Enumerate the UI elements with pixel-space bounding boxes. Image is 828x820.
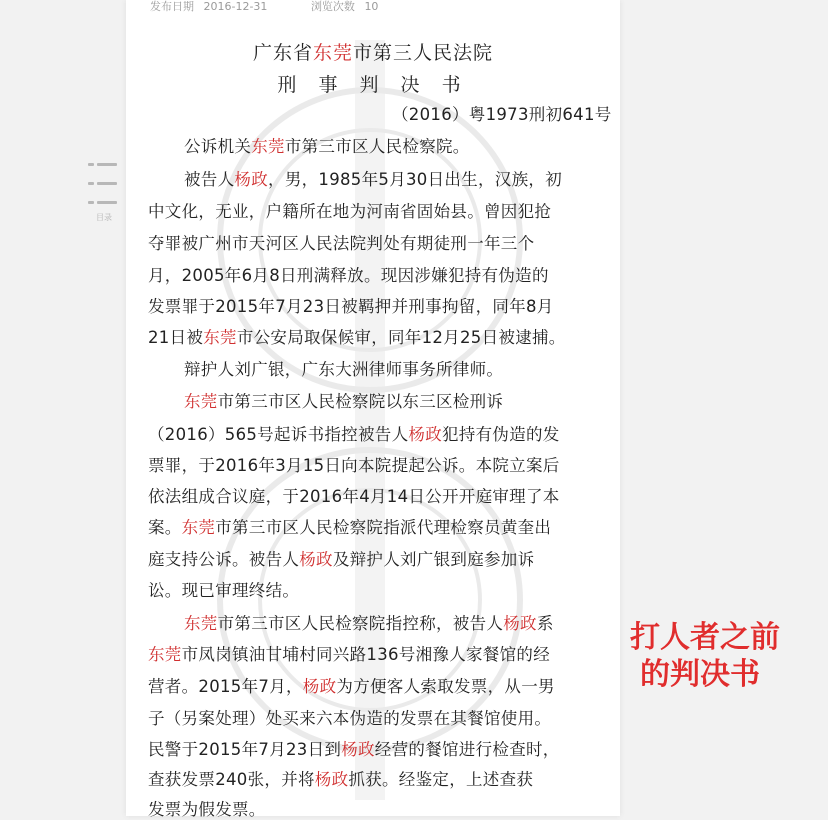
line-text: 夺罪被广州市天河区人民法院判处有期徒刑一年三个 — [148, 234, 535, 253]
highlight-term: 东莞 — [181, 518, 216, 537]
line-text: 辩护人刘广银，广东大洲律师事务所律师。 — [184, 360, 504, 379]
body-line — [148, 740, 560, 760]
annotation-caption-line2: 的判决书 — [640, 657, 760, 692]
body-line — [148, 328, 566, 348]
line-text: 市凤岗镇油甘埔村同兴路136号湘豫人家餐馆的经 — [181, 645, 551, 664]
line-text: 市第三市区人民检察院指派代理检察员黄奎出 — [215, 518, 552, 537]
court-name: 广东省东莞市第三人民法院 — [252, 42, 494, 64]
highlight-term: 杨政 — [302, 677, 337, 696]
line-text: 月，2005年6月8日刑满释放。现因涉嫌犯持有伪造的 — [148, 266, 549, 285]
view-count: 10 — [364, 0, 379, 13]
line-text: 查获发票240张，并将 — [148, 770, 315, 789]
line-text: 营者。2015年7月， — [148, 677, 303, 696]
line-text: 市第三市区人民检察院。 — [284, 137, 470, 156]
body-line — [148, 581, 299, 601]
body-line — [148, 425, 560, 445]
highlight-term: 东莞 — [184, 392, 218, 411]
body-line — [148, 709, 551, 729]
body-line — [148, 518, 551, 538]
table-of-contents-label: 目录 — [96, 213, 112, 222]
body-line — [148, 266, 549, 286]
body-line — [148, 770, 533, 790]
line-text: 讼。现已审理终结。 — [148, 581, 300, 600]
line-text: 中文化，无业，户籍所在地为河南省固始县。曾因犯抢 — [148, 202, 552, 221]
line-text: 子（另案处理）处买来六本伪造的发票在其餐馆使用。 — [148, 709, 552, 728]
highlight-term: 东莞 — [203, 328, 237, 347]
body-line — [148, 234, 534, 254]
document-type-title: 刑 事 判 决 书 — [277, 74, 469, 96]
body-line — [148, 297, 554, 317]
highlight-term: 东莞 — [184, 614, 218, 633]
line-text: 民警于2015年7月23日到 — [148, 740, 342, 759]
body-line — [148, 487, 560, 507]
highlight-term: 杨政 — [341, 740, 375, 759]
line-text: 市公安局取保候审，同年12月25日被逮捕。 — [236, 328, 566, 347]
line-text: 经营的餐馆进行检查时， — [374, 740, 560, 759]
line-text: 被告人 — [184, 170, 235, 189]
line-text: 抓获。经鉴定，上述查获 — [348, 770, 534, 789]
view-count-label: 浏览次数 — [310, 0, 355, 13]
body-line — [148, 800, 266, 820]
body-line — [184, 137, 470, 157]
body-line — [148, 456, 560, 476]
publish-date: 2016-12-31 — [203, 0, 268, 13]
line-text: 案。 — [148, 518, 182, 537]
highlight-term: 杨政 — [299, 550, 333, 569]
table-of-contents-icon[interactable] — [88, 157, 120, 222]
case-number: （2016）粤1973刑初641号 — [392, 105, 612, 124]
highlight-term: 东莞 — [312, 42, 353, 64]
line-text: 及辩护人刘广银到庭参加诉 — [332, 550, 535, 569]
line-text: 21日被 — [148, 328, 204, 347]
line-text: 公诉机关 — [184, 137, 252, 156]
line-text: （2016）565号起诉书指控被告人 — [148, 425, 409, 444]
line-text: 市第三市区人民检察院以东三区检刑诉 — [217, 392, 504, 411]
body-line — [184, 392, 503, 412]
publish-date-label: 发布日期 — [150, 0, 194, 13]
body-line — [148, 550, 534, 570]
line-text: 系 — [536, 614, 554, 633]
highlight-term: 杨政 — [314, 770, 349, 789]
highlight-term: 东莞 — [251, 137, 285, 156]
body-line — [184, 170, 562, 190]
annotation-caption-line1: 打人者之前 — [630, 620, 780, 655]
line-text: 发票为假发票。 — [148, 800, 266, 819]
highlight-term: 杨政 — [503, 614, 537, 633]
line-text: 依法组成合议庭，于2016年4月14日公开开庭审理了本 — [148, 487, 560, 506]
line-text: 市第三市区人民检察院指控称，被告人 — [217, 614, 504, 633]
line-text: 犯持有伪造的发 — [442, 425, 560, 444]
body-line — [148, 645, 550, 665]
line-text: 庭支持公诉。被告人 — [148, 550, 300, 569]
line-text: 为方便客人索取发票，从一男 — [336, 677, 555, 696]
highlight-term: 杨政 — [234, 170, 269, 189]
highlight-term: 杨政 — [408, 425, 442, 444]
body-line — [184, 360, 503, 380]
body-line — [148, 202, 551, 222]
highlight-term: 东莞 — [148, 645, 182, 664]
body-line — [184, 614, 554, 634]
line-text: 票罪，于2016年3月15日向本院提起公诉。本院立案后 — [148, 456, 560, 475]
document-meta — [150, 0, 384, 14]
body-line — [148, 677, 555, 697]
line-text: 发票罪于2015年7月23日被羁押并刑事拘留，同年8月 — [148, 297, 554, 316]
line-text: ，男，1985年5月30日出生，汉族，初 — [268, 170, 562, 189]
